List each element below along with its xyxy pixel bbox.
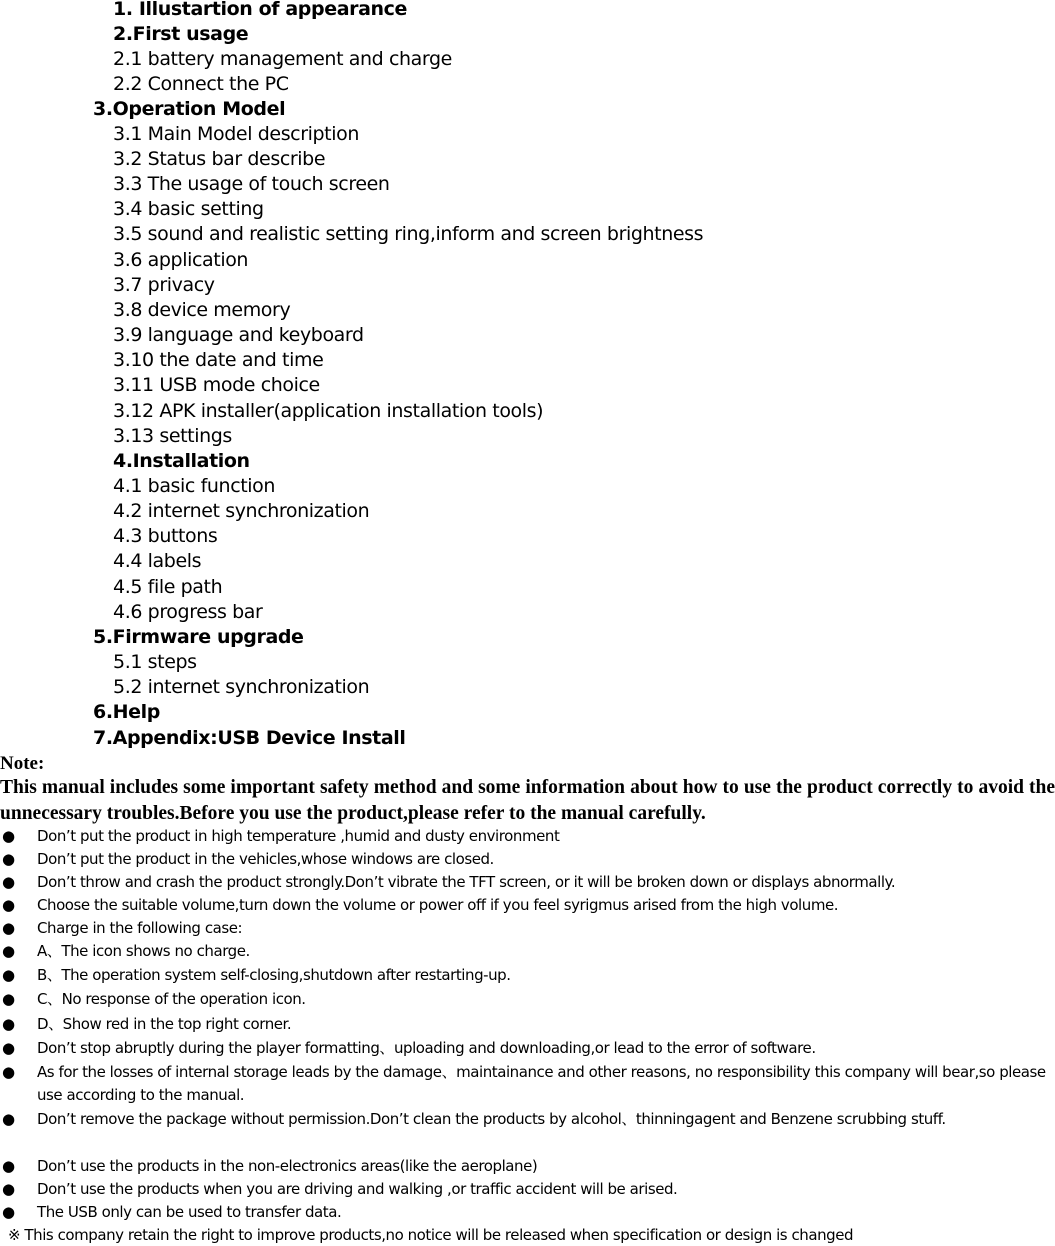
toc-item: 3.1 Main Model description (113, 123, 359, 145)
toc-item: 3.13 settings (113, 425, 232, 447)
toc-item: 1. Illustartion of appearance (113, 0, 407, 20)
list-item: ● C、No response of the operation icon. (0, 988, 1055, 1011)
toc-item: 4.5 file path (113, 576, 223, 598)
list-item: ● B、The operation system self-closing,shutdown after restarting-up. (0, 964, 1055, 987)
bullet-icon: ● (2, 1180, 16, 1198)
list-item: ● Don’t use the products when you are driving and walking ,or traffic accident will be arised. (0, 1178, 1055, 1201)
toc-item: 5.Firmware upgrade (93, 626, 304, 648)
toc-item: 4.3 buttons (113, 525, 218, 547)
list-item: ● A、The icon shows no charge. (0, 940, 1055, 963)
bullet-icon: ● (2, 919, 16, 937)
toc-item: 2.First usage (113, 23, 249, 45)
toc-item: 3.11 USB mode choice (113, 374, 320, 396)
list-item: ● As for the losses of internal storage leads by the damage、maintainance and other reasons, no responsibility this company will bear,so please use according to the manual. (2, 1063, 1046, 1104)
list-item: ● Don’t put the product in the vehicles,whose windows are closed. (0, 848, 1055, 871)
toc-item: 4.2 internet synchronization (113, 500, 370, 522)
bullet-icon: ● (2, 1110, 16, 1128)
bullet-icon: ● (2, 1063, 16, 1081)
toc-item: 3.9 language and keyboard (113, 324, 364, 346)
toc-item: 6.Help (93, 701, 160, 723)
toc-item: 3.Operation Model (93, 98, 286, 120)
toc-item: 3.7 privacy (113, 274, 215, 296)
toc-item: 4.1 basic function (113, 475, 276, 497)
bullet-icon: ● (2, 896, 16, 914)
bullet-icon: ● (2, 1203, 16, 1221)
bullet-icon: ● (2, 1015, 16, 1033)
list-item: ● Charge in the following case: (0, 917, 1055, 940)
list-item: ● Don’t use the products in the non-electronics areas(like the aeroplane) (0, 1155, 1055, 1178)
bullet-icon: ● (2, 1157, 16, 1175)
toc-item: 5.1 steps (113, 651, 197, 673)
toc-item: 3.10 the date and time (113, 349, 324, 371)
bullet-icon: ● (2, 850, 16, 868)
note-title: Note: (0, 753, 45, 774)
bullet-icon: ● (2, 966, 16, 984)
toc-item: 4.Installation (113, 450, 250, 472)
toc-item: 3.6 application (113, 249, 249, 271)
toc-item: 3.5 sound and realistic setting ring,inform and screen brightness (113, 223, 704, 245)
list-item: ● Don’t throw and crash the product strongly.Don’t vibrate the TFT screen, or it will be broken down or displays abnormally. (0, 871, 1055, 894)
list-item: ● Don’t remove the package without permission.Don’t clean the products by alcohol、thinningagent and Benzene scrubbing stuff. (0, 1108, 1055, 1131)
list-item: ● The USB only can be used to transfer data. (0, 1201, 1055, 1224)
list-item: ● Don’t stop abruptly during the player formatting、uploading and downloading,or lead to the error of software. (0, 1037, 1055, 1060)
toc-item: 3.3 The usage of touch screen (113, 173, 390, 195)
toc-item: 4.4 labels (113, 550, 202, 572)
toc-item: 4.6 progress bar (113, 601, 263, 623)
toc-item: 3.4 basic setting (113, 198, 264, 220)
toc-item: 3.8 device memory (113, 299, 291, 321)
footer-notice: ※ This company retain the right to improve products,no notice will be released when specification or design is changed (8, 1226, 854, 1244)
bullet-icon: ● (2, 942, 16, 960)
bullet-icon: ● (2, 873, 16, 891)
list-item: ● Choose the suitable volume,turn down the volume or power off if you feel syrigmus arised from the high volume. (0, 894, 1055, 917)
bullet-icon: ● (2, 1039, 16, 1057)
toc-item: 7.Appendix:USB Device Install (93, 727, 406, 749)
note-paragraph: This manual includes some important safety method and some information about how to use the product correctly to avoid the unnecessary troubles.Before you use the product,please refer to the manual carefully. (0, 777, 1055, 824)
toc-item: 5.2 internet synchronization (113, 676, 370, 698)
toc-item: 2.2 Connect the PC (113, 73, 289, 95)
bullet-icon: ● (2, 990, 16, 1008)
bullet-icon: ● (2, 827, 16, 845)
toc-item: 3.12 APK installer(application installation tools) (113, 400, 544, 422)
list-item: ● D、Show red in the top right corner. (0, 1013, 1055, 1036)
toc-item: 2.1 battery management and charge (113, 48, 452, 70)
list-item: ● Don’t put the product in high temperature ,humid and dusty environment (0, 825, 1055, 848)
toc-item: 3.2 Status bar describe (113, 148, 326, 170)
